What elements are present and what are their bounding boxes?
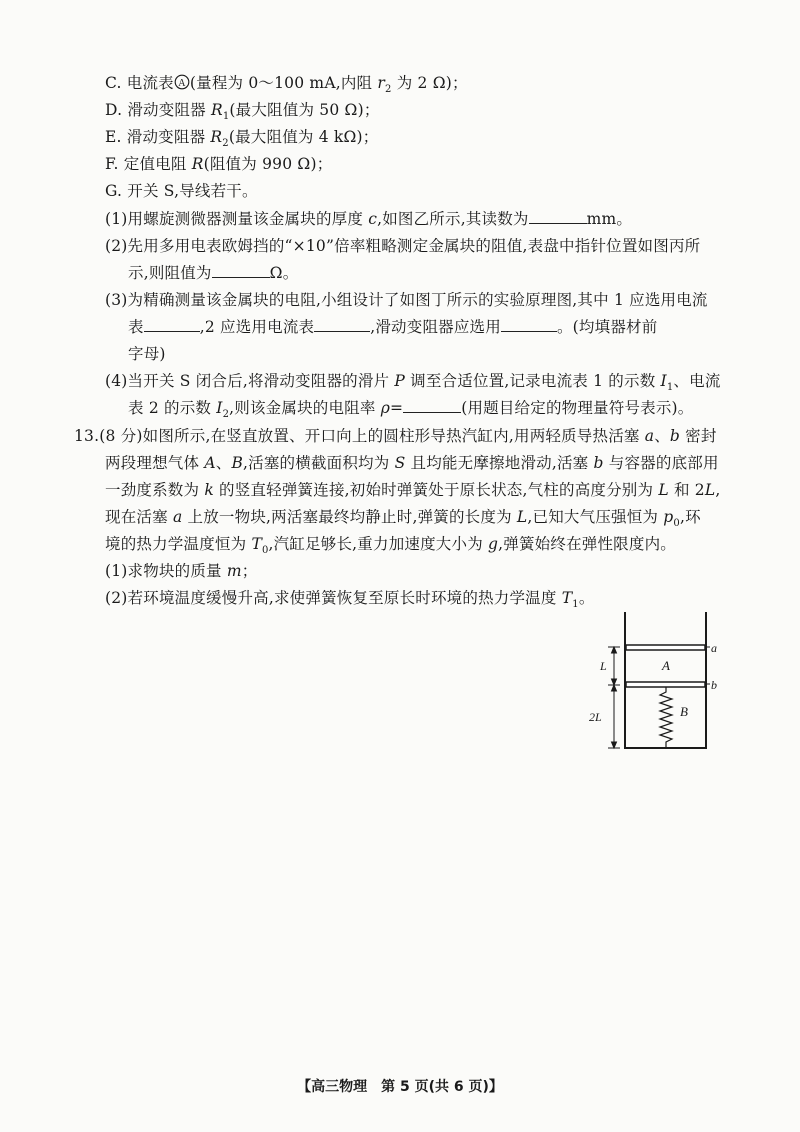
- answer-blank[interactable]: [501, 317, 557, 332]
- arrowhead: [612, 647, 617, 653]
- answer-blank[interactable]: [403, 398, 461, 413]
- q12-part4-line2: 表 2 的示数 $I_2$,则该金属块的电阻率 ρ= (用题目给定的物理量符号表示)。: [128, 399, 694, 421]
- q12-part3-line3: 字母): [128, 345, 166, 363]
- spring-icon: [660, 687, 672, 748]
- page-footer: 【高三物理 第 5 页(共 6 页)】: [297, 1079, 503, 1095]
- q13-part2: (2)若环境温度缓慢升高,求使弹簧恢复至原长时环境的热力学温度 $T_1$。: [105, 589, 595, 611]
- answer-blank[interactable]: [212, 263, 270, 278]
- q13-line1: 13.(8 分)如图所示,在竖直放置、开口向上的圆柱形导热汽缸内,用两轻质导热活塞 a、b 密封: [74, 427, 717, 445]
- q13-line4: 现在活塞 a 上放一物块,两活塞最终均静止时,弹簧的长度为 L,已知大气压强恒为 $p_0$,环: [105, 508, 701, 530]
- q12-part3-line1: (3)为精确测量该金属块的电阻,小组设计了如图丁所示的实验原理图,其中 1 应选用电流: [105, 291, 708, 309]
- answer-blank[interactable]: [144, 317, 200, 332]
- arrowhead: [612, 685, 617, 691]
- piston-a: [626, 645, 705, 650]
- option-g: G. 开关 S,导线若干。: [105, 182, 258, 200]
- q12-part1: (1)用螺旋测微器测量该金属块的厚度 c,如图乙所示,其读数为 mm。: [105, 210, 633, 228]
- piston-b: [626, 682, 705, 687]
- answer-blank[interactable]: [529, 209, 587, 224]
- option-c: C. 电流表 A (量程为 0～100 mA,内阻 $r_2$ 为 2 Ω)；: [105, 74, 468, 96]
- q12-part2-line1: (2)先用多用电表欧姆挡的“×10”倍率粗略测定金属块的阻值,表盘中指针位置如图丙所: [105, 237, 701, 255]
- dim-label-2L: 2L: [589, 710, 602, 724]
- q13-line3: 一劲度系数为 k 的竖直轻弹簧连接,初始时弹簧处于原长状态,气柱的高度分别为 L 和 2L,: [105, 481, 721, 499]
- ammeter-symbol: A: [178, 78, 186, 89]
- label-b: b: [711, 678, 717, 692]
- ammeter-icon: [174, 74, 190, 90]
- answer-blank[interactable]: [314, 317, 370, 332]
- dim-label-L: L: [600, 659, 607, 673]
- option-e: E. 滑动变阻器 $R_2$(最大阻值为 4 kΩ)；: [105, 128, 379, 150]
- q13-line2: 两段理想气体 A、B,活塞的横截面积均为 S 且均能无摩擦地滑动,活塞 b 与容器的底部用: [105, 454, 719, 472]
- label-a: a: [711, 641, 717, 655]
- option-d: D. 滑动变阻器 $R_1$(最大阻值为 50 Ω)；: [105, 101, 380, 123]
- q12-part2-line2: 示,则阻值为 Ω。: [128, 264, 299, 282]
- option-f: F. 定值电阻 R(阻值为 990 Ω)；: [105, 155, 333, 173]
- gas-b-label: B: [680, 704, 688, 719]
- gas-a-label: A: [662, 658, 670, 673]
- cylinder-diagram: [586, 606, 726, 756]
- q12-part3-line2: 表 ,2 应选用电流表 ,滑动变阻器应选用 。(均填器材前: [128, 318, 658, 336]
- q13-part1: (1)求物块的质量 m；: [105, 562, 258, 580]
- q12-part4-line1: (4)当开关 S 闭合后,将滑动变阻器的滑片 P 调至合适位置,记录电流表 1 的示数 $I_1$、电流: [105, 372, 721, 394]
- arrowhead: [612, 742, 617, 748]
- q13-line5: 境的热力学温度恒为 $T_0$,汽缸足够长,重力加速度大小为 g,弹簧始终在弹性限度内。: [105, 535, 676, 557]
